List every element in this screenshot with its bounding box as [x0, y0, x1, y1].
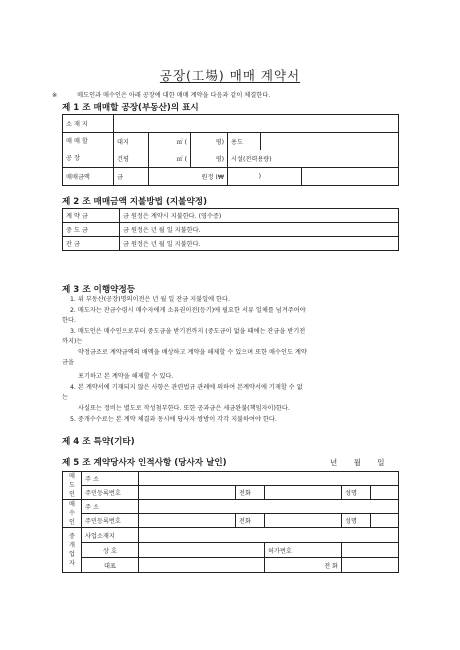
buyer-id-label: 주민등록번호 [82, 514, 139, 528]
art3-line: 사실또는 정비는 별도로 작성첨부한다. 또한 공과금은 세금완불(책임자이)한다. [78, 405, 290, 412]
target-label [63, 133, 114, 168]
deposit-text[interactable]: 금 원정은 계약시 지불한다. (영수증) [120, 209, 399, 223]
art3-line: 약정금조로 계약금액의 배액을 배상하고 계약을 해제할 수 있으며 또한 매수인도 계약 [78, 349, 307, 356]
seller-address-label: 주 소 [82, 472, 139, 486]
broker-rep-label: 대표 [82, 558, 139, 573]
article-2-heading: 제 2 조 매매금액 지불방법 (지불약정) [62, 197, 208, 207]
broker-phone-label: 전 화 [265, 558, 342, 573]
broker-trade-label: 상 호 [82, 543, 139, 558]
balance-label: 잔 금 [63, 237, 120, 251]
broker-office-label: 사업소재지 [82, 528, 139, 543]
art3-line: 까지)는 [62, 338, 83, 345]
usage-label: 용도 [228, 133, 261, 151]
land-area-unit: ㎡ ( [149, 133, 191, 151]
location-label: 소 재 지 [63, 115, 114, 133]
article-1-heading: 제 1 조 매매할 공장(부동산)의 표시 [62, 103, 199, 113]
seller-label [63, 472, 82, 500]
art3-line: 금을 [62, 359, 74, 366]
seller-name[interactable] [371, 486, 399, 500]
contract-date: 년 월 일 [330, 458, 385, 467]
buyer-phone[interactable] [265, 514, 342, 528]
building-pyeong: 평) [191, 150, 228, 168]
buyer-address-label: 주 소 [82, 500, 139, 514]
interim-label: 중 도 금 [63, 223, 120, 237]
payment-table [62, 208, 399, 251]
facility-label: 시설(전력용량) [228, 150, 399, 168]
art3-line: 5. 중개수수료는 본 계약 체결과 동시에 당사자 쌍방이 각각 지불하여야 한다. [70, 416, 277, 423]
deposit-label: 계 약 금 [63, 209, 120, 223]
broker-phone[interactable] [342, 558, 399, 573]
property-table [62, 114, 399, 186]
art3-line: 포기하고 본 계약을 해제할 수 있다. [78, 373, 174, 380]
location-value[interactable] [114, 115, 399, 133]
buyer-name-label: 성명 [342, 514, 371, 528]
target-label-1: 매 매 할 [66, 138, 88, 145]
broker-license-label: 허가번호 [265, 543, 342, 558]
usage-value[interactable] [261, 133, 399, 151]
balance-text[interactable]: 금 원정은 년 월 일 지불한다. [120, 237, 399, 251]
broker-trade[interactable] [139, 543, 265, 558]
broker-text: 중개업자 [69, 533, 75, 567]
article-3-heading: 제 3 조 이행약정등 [62, 285, 136, 295]
art3-line: 3. 매도인은 매수인으로부터 중도금을 받기전까지 (중도금이 없을 때에는 잔금을 받기전 [70, 328, 306, 335]
target-label-2: 공 장 [66, 155, 80, 162]
seller-id[interactable] [139, 486, 236, 500]
art3-line: 1. 위 부동산(공장)명의이전은 년 월 일 잔금 지불일에 한다. [70, 296, 230, 303]
buyer-phone-label: 전화 [236, 514, 265, 528]
note-text: 매도인과 매수인은 아래 공장에 대한 매매 계약을 다음과 같이 체결한다. [77, 92, 271, 99]
note-mark: ※ [52, 92, 58, 99]
price-gold: 금 [114, 168, 149, 186]
art3-line: 4. 본 계약서에 기재되지 않은 사항은 관련법규 관례에 의하여 본계약서에 기재할 수 없 [70, 384, 303, 391]
art3-line: 한다. [62, 317, 76, 324]
building-label: 건평 [114, 150, 149, 168]
parties-table [62, 471, 399, 573]
seller-id-label: 주민등록번호 [82, 486, 139, 500]
price-blank [302, 168, 399, 186]
seller-address[interactable] [139, 472, 399, 486]
buyer-id[interactable] [139, 514, 236, 528]
broker-label [63, 528, 82, 573]
broker-license[interactable] [342, 543, 399, 558]
art3-line: 는 [62, 394, 68, 401]
seller-phone[interactable] [265, 486, 342, 500]
buyer-label [63, 500, 82, 528]
land-pyeong: 평) [191, 133, 228, 151]
broker-office[interactable] [139, 528, 399, 543]
building-area-unit: ㎡ ( [149, 150, 191, 168]
price-label: 매매금액 [63, 168, 114, 186]
land-label: 대지 [114, 133, 149, 151]
buyer-address[interactable] [139, 500, 399, 514]
interim-text[interactable]: 금 원정은 년 월 일 지불한다. [120, 223, 399, 237]
article-5-heading: 제 5 조 계약당사자 인적사항 (당사자 날인) [62, 458, 227, 468]
art3-line: 2. 매도자는 잔금수령시 매수자에게 소유권이전(등기)에 필요한 서류 일체를 넘겨주어야 [70, 307, 306, 314]
seller-text: 매도인 [69, 473, 75, 498]
buyer-name[interactable] [371, 514, 399, 528]
price-paren: ) [228, 168, 302, 186]
seller-phone-label: 전화 [236, 486, 265, 500]
buyer-text: 매수인 [69, 501, 75, 526]
article-4-heading: 제 4 조 특약(기타) [62, 437, 135, 447]
intro-note [52, 90, 270, 99]
price-won: 원정 (₩ [149, 168, 228, 186]
seller-name-label: 성명 [342, 486, 371, 500]
document-title: 공장(工場) 매매 계약서 [159, 68, 301, 83]
broker-rep[interactable] [139, 558, 265, 573]
